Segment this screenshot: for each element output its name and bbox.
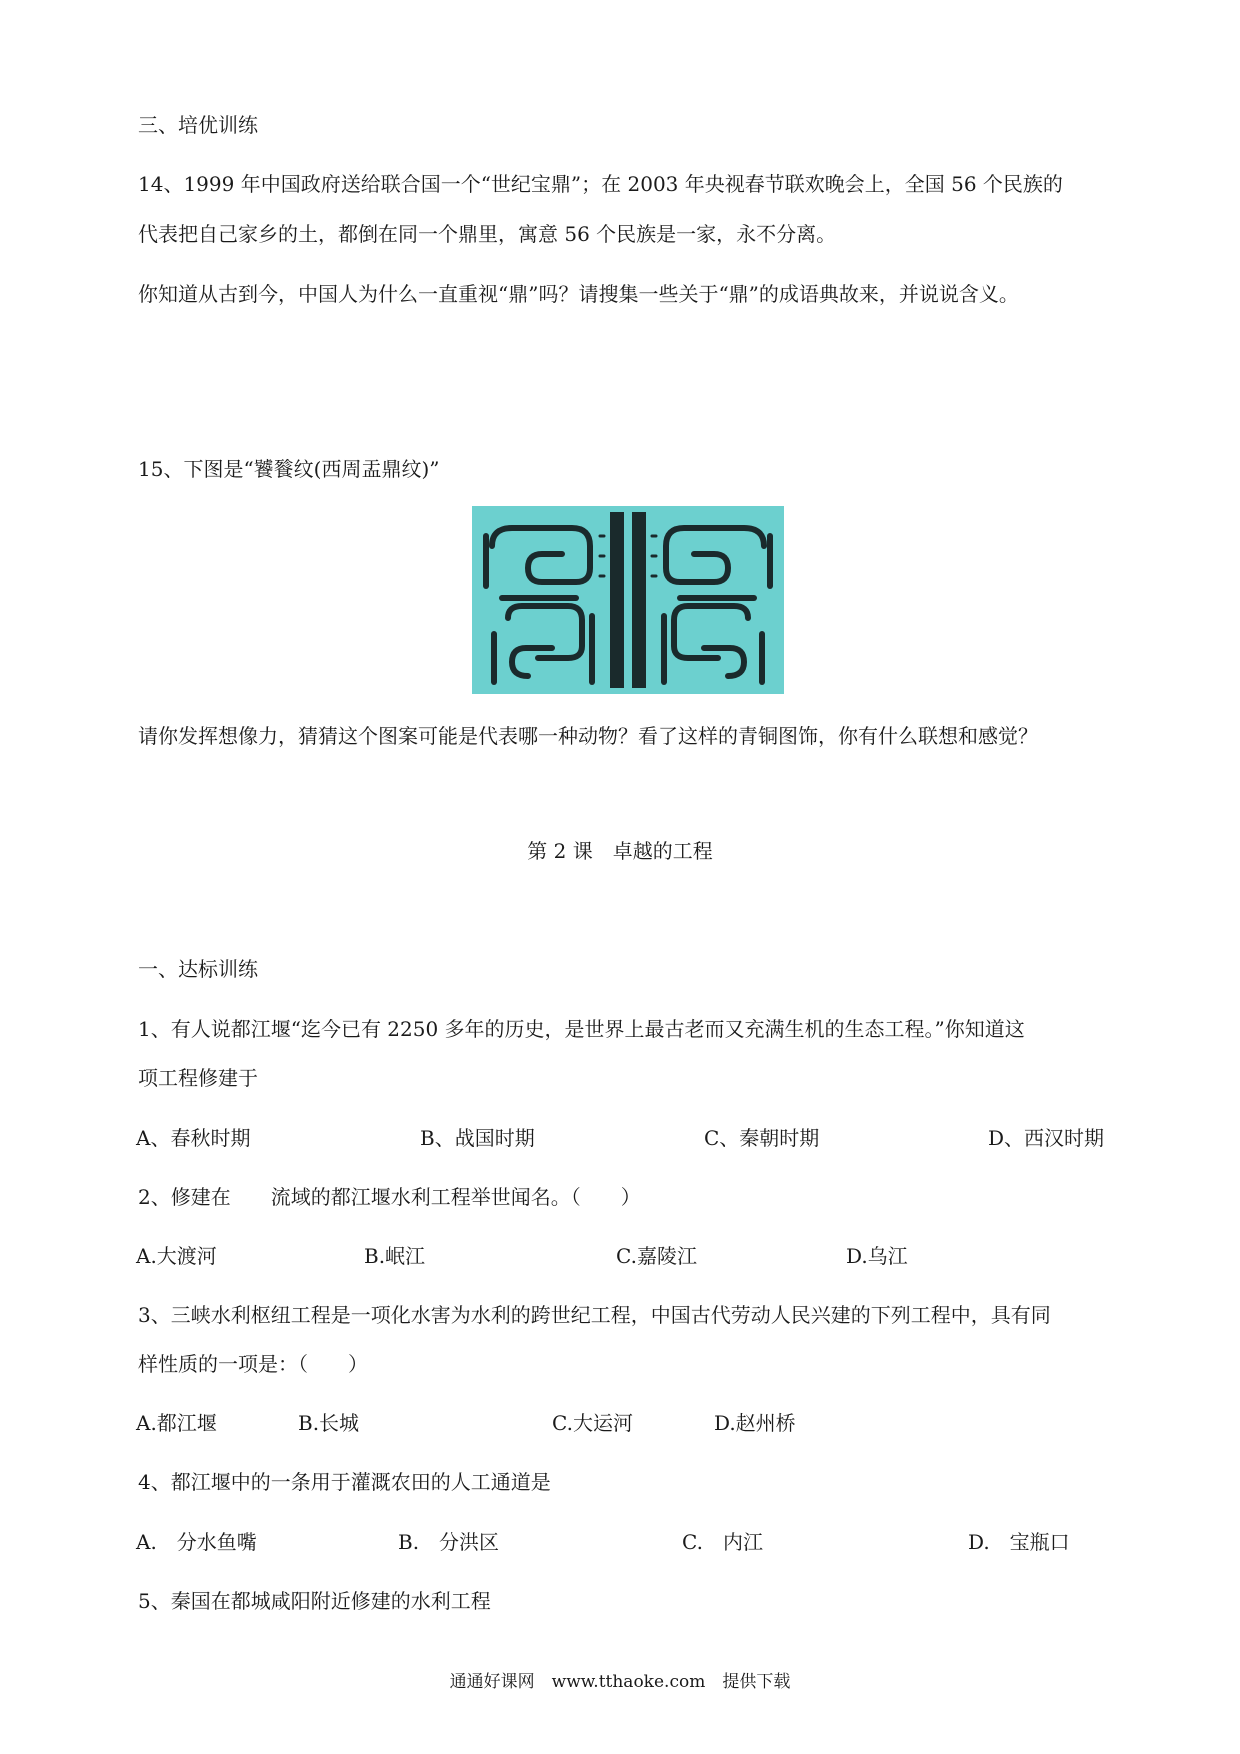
question-15-line-1: 15、下图是“饕餮纹(西周盂鼎纹)” xyxy=(138,457,440,481)
question-1-option-d: D、西汉时期 xyxy=(988,1126,1105,1150)
section-3-title: 三、培优训练 xyxy=(138,113,258,137)
question-2-option-b: B.岷江 xyxy=(364,1244,426,1268)
question-1-line-2: 项工程修建于 xyxy=(138,1066,258,1090)
question-2-line-1: 2、修建在 流域的都江堰水利工程举世闻名。（ ） xyxy=(138,1185,641,1209)
question-2-option-d: D.乌江 xyxy=(846,1244,908,1268)
question-1-option-a: A、春秋时期 xyxy=(136,1126,251,1150)
question-4-line-1: 4、都江堰中的一条用于灌溉农田的人工通道是 xyxy=(138,1470,551,1494)
question-3-line-2: 样性质的一项是：（ ） xyxy=(138,1352,368,1376)
question-4-option-c: C. 内江 xyxy=(682,1530,763,1554)
page-footer: 通通好课网 www.tthaoke.com 提供下载 xyxy=(449,1672,791,1692)
question-15-line-2: 请你发挥想像力，猜猜这个图案可能是代表哪一种动物？看了这样的青铜图饰，你有什么联想和感觉？ xyxy=(138,724,1038,748)
question-2-option-c: C.嘉陵江 xyxy=(616,1244,697,1268)
question-1-line-1: 1、有人说都江堰“迄今已有 2250 多年的历史，是世界上最古老而又充满生机的生态工程。”你知道这 xyxy=(138,1017,1025,1041)
question-3-option-a: A.都江堰 xyxy=(136,1411,217,1435)
question-3-line-1: 3、三峡水利枢纽工程是一项化水害为水利的跨世纪工程，中国古代劳动人民兴建的下列工程中，具有同 xyxy=(138,1303,1051,1327)
section-1-title: 一、达标训练 xyxy=(138,957,258,981)
question-14-line-2: 代表把自己家乡的土，都倒在同一个鼎里，寓意 56 个民族是一家，永不分离。 xyxy=(138,222,837,246)
question-3-option-c: C.大运河 xyxy=(552,1411,633,1435)
question-4-option-a: A. 分水鱼嘴 xyxy=(136,1530,257,1554)
taotie-pattern-figure xyxy=(472,506,784,694)
question-4-option-b: B. 分洪区 xyxy=(398,1530,500,1554)
question-3-option-b: B.长城 xyxy=(298,1411,360,1435)
lesson-title: 第 2 课 卓越的工程 xyxy=(527,839,713,863)
question-14-line-3: 你知道从古到今，中国人为什么一直重视“鼎”吗？请搜集一些关于“鼎”的成语典故来，并说说含义。 xyxy=(138,282,1019,306)
question-5-line-1: 5、秦国在都城咸阳附近修建的水利工程 xyxy=(138,1589,491,1613)
question-2-option-a: A.大渡河 xyxy=(136,1244,217,1268)
question-4-option-d: D. 宝瓶口 xyxy=(968,1530,1070,1554)
question-14-line-1: 14、1999 年中国政府送给联合国一个“世纪宝鼎”；在 2003 年央视春节联欢晚会上，全国 56 个民族的 xyxy=(138,172,1063,196)
question-1-option-b: B、战国时期 xyxy=(420,1126,535,1150)
question-3-option-d: D.赵州桥 xyxy=(714,1411,796,1435)
question-1-option-c: C、秦朝时期 xyxy=(704,1126,820,1150)
